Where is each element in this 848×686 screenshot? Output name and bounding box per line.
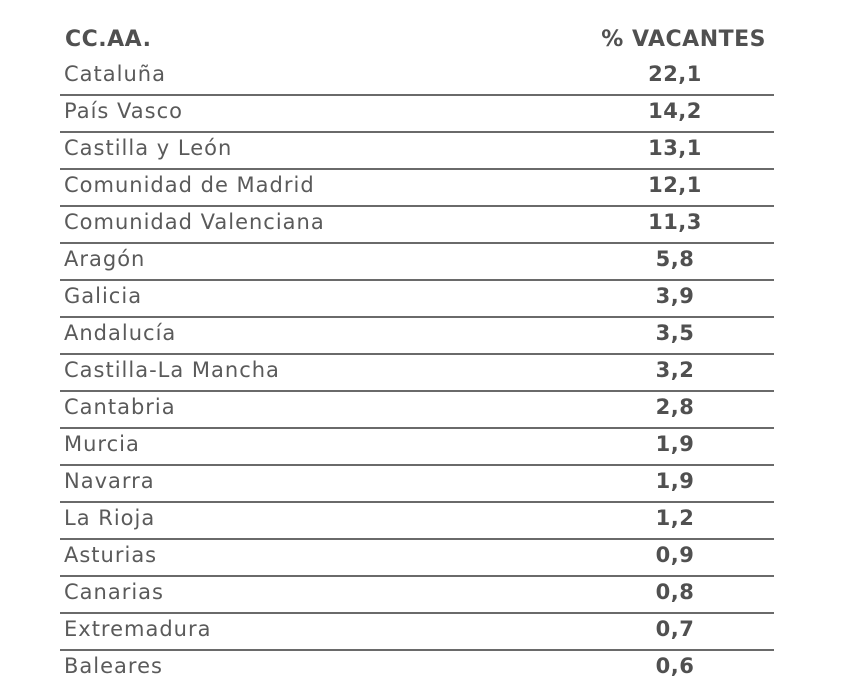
row-region: Galicia: [64, 284, 143, 308]
row-value: 13,1: [648, 136, 702, 160]
row-value: 5,8: [655, 247, 695, 271]
row-value: 2,8: [655, 395, 695, 419]
row-value: 3,2: [655, 358, 695, 382]
row-region: Canarias: [64, 580, 164, 604]
table-row: [60, 503, 774, 540]
row-region: Castilla-La Mancha: [64, 358, 280, 382]
row-region: La Rioja: [64, 506, 156, 530]
header-value: % VACANTES: [601, 27, 766, 52]
row-value: 22,1: [648, 62, 702, 86]
row-value: 0,9: [655, 543, 695, 567]
table-row: [60, 59, 774, 96]
row-value: 1,9: [655, 432, 695, 456]
table-row: [60, 281, 774, 318]
row-region: Cataluña: [64, 62, 166, 86]
row-region: Cantabria: [64, 395, 176, 419]
row-region: Comunidad Valenciana: [64, 210, 325, 234]
table-row: [60, 133, 774, 170]
row-region: Extremadura: [64, 617, 212, 641]
table-row: [60, 614, 774, 651]
row-region: País Vasco: [64, 99, 183, 123]
row-value: 0,6: [655, 654, 695, 678]
row-value: 0,8: [655, 580, 695, 604]
row-value: 14,2: [648, 99, 702, 123]
row-value: 3,9: [655, 284, 695, 308]
row-region: Comunidad de Madrid: [64, 173, 315, 197]
row-value: 0,7: [655, 617, 695, 641]
row-value: 1,9: [655, 469, 695, 493]
row-region: Murcia: [64, 432, 140, 456]
table-row: [60, 318, 774, 355]
row-region: Andalucía: [64, 321, 177, 345]
table-header: [60, 21, 774, 59]
table-row: [60, 577, 774, 614]
table-row: [60, 96, 774, 133]
table-row: [60, 170, 774, 207]
table-row: [60, 392, 774, 429]
table-row: [60, 466, 774, 503]
row-region: Aragón: [64, 247, 146, 271]
vacancies-table: [60, 21, 774, 686]
row-value: 3,5: [655, 321, 695, 345]
header-region: CC.AA.: [65, 27, 152, 52]
row-value: 12,1: [648, 173, 702, 197]
table-row: [60, 207, 774, 244]
row-value: 1,2: [655, 506, 695, 530]
table-row: [60, 355, 774, 392]
table-row: [60, 429, 774, 466]
row-value: 11,3: [648, 210, 702, 234]
row-region: Castilla y León: [64, 136, 233, 160]
row-region: Navarra: [64, 469, 155, 493]
row-region: Asturias: [64, 543, 158, 567]
table-row: [60, 540, 774, 577]
table-body: [60, 59, 774, 686]
row-region: Baleares: [64, 654, 163, 678]
table-row: [60, 244, 774, 281]
